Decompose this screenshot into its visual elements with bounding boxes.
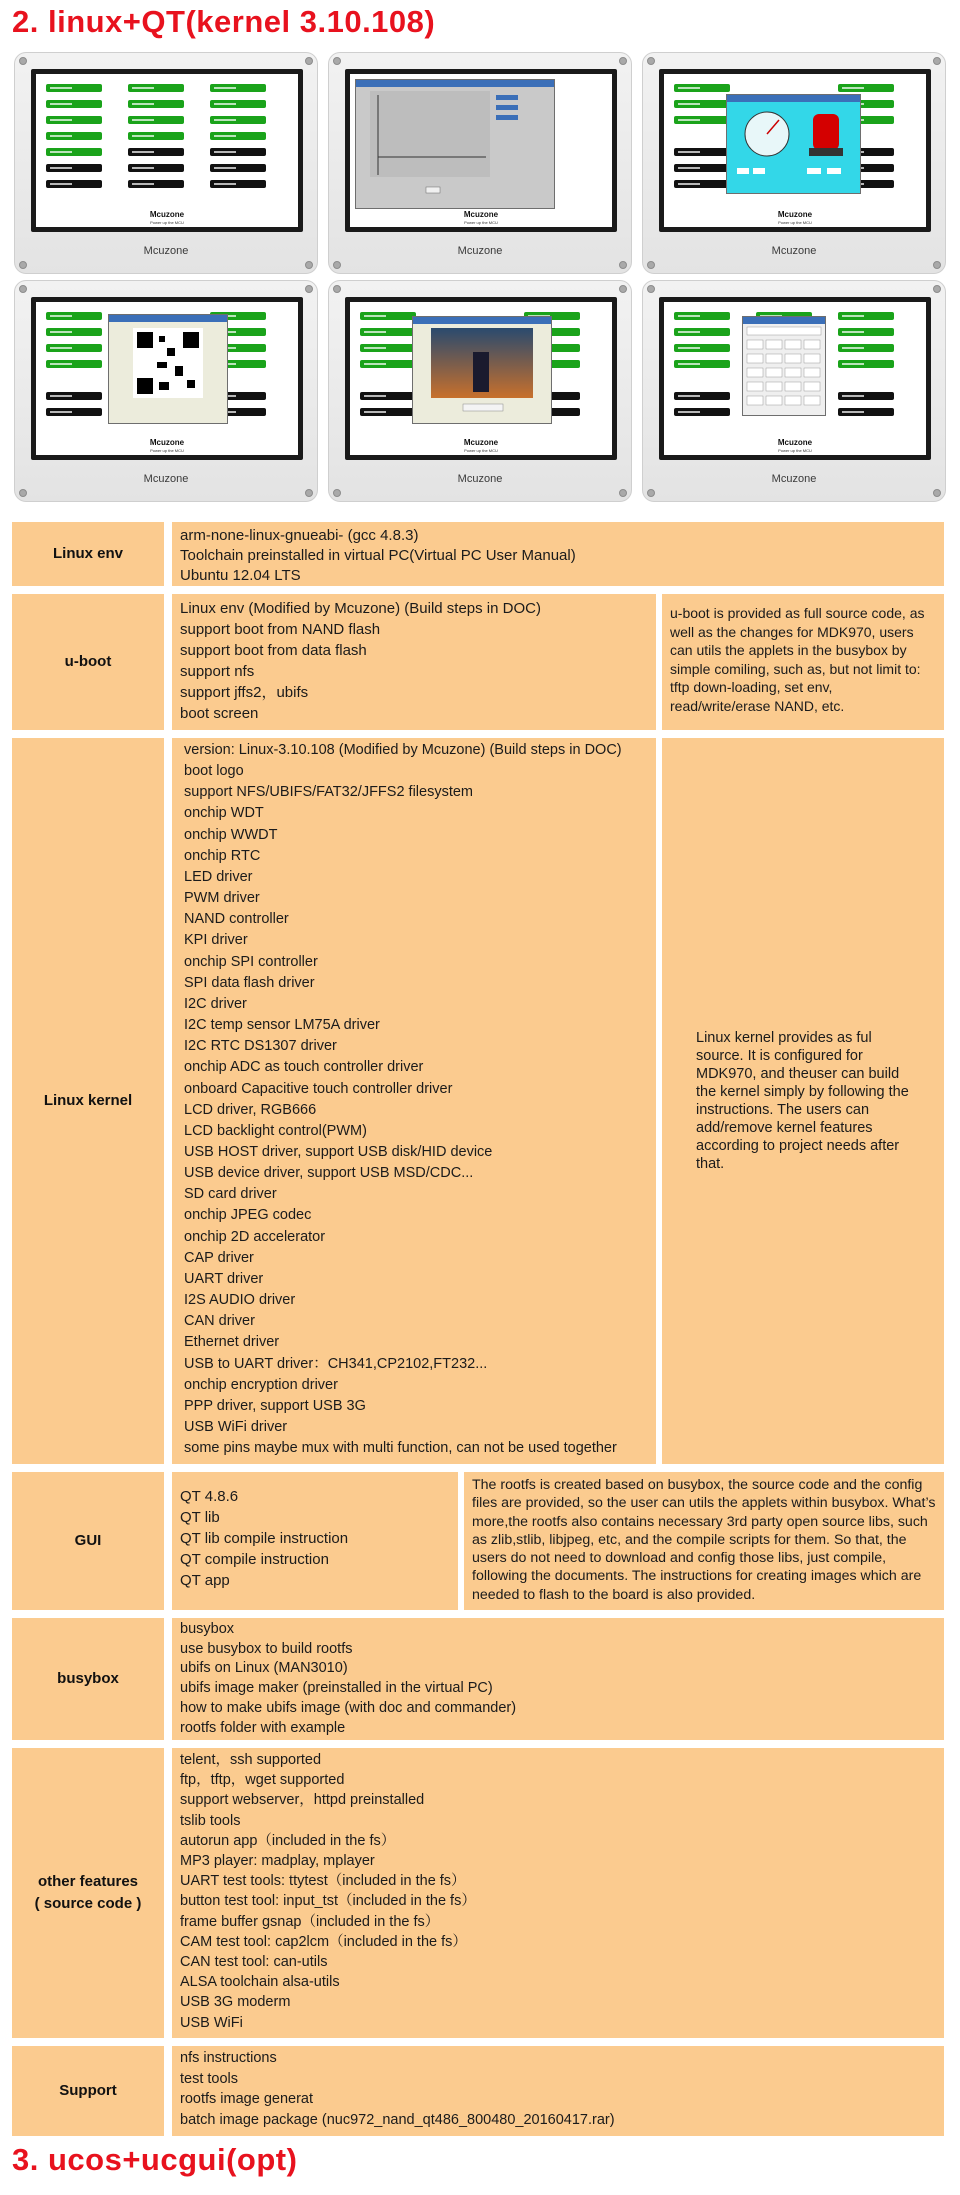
list-item: CAN driver (184, 1313, 255, 1330)
device-brand-label: Mcuzone (457, 245, 503, 257)
list-item: onboard Capacitive touch controller driver (184, 1080, 453, 1097)
list-item: boot screen (180, 705, 259, 722)
list-item: some pins maybe mux with multi function, can not be used together (184, 1440, 617, 1457)
lcd-screen: Mcuzone Power up the MCU (350, 302, 612, 455)
list-item: USB 3G moderm (180, 1994, 291, 2011)
uboot-note: u-boot is provided as full source code, as well as the changes for MDK970, users can utils the applets in the busybox by simple comiling, such as, but not limit to: tftp down-loading, set env, read/write/erase NAND, etc. (662, 594, 944, 730)
list-item: use busybox to build rootfs (180, 1640, 353, 1657)
row-header-support: Support (12, 2046, 164, 2136)
row-header-gui: GUI (12, 1472, 164, 1610)
list-item: LCD backlight control(PWM) (184, 1122, 367, 1139)
list-item: CAP driver (184, 1249, 254, 1266)
lcd-screen: Mcuzone Power up the MCU (664, 74, 926, 227)
support-content (172, 2046, 944, 2136)
list-item: ubifs on Linux (MAN3010) (180, 1660, 348, 1677)
device-brand-label: Mcuzone (771, 473, 817, 485)
list-item: frame buffer gsnap（included in the fs） (180, 1913, 440, 1930)
list-item: I2C driver (184, 995, 247, 1012)
list-item: ftp，tftp，wget supported (180, 1772, 345, 1789)
busybox-content (172, 1618, 944, 1740)
lcd-screen: Mcuzone Power up the MCU (36, 302, 298, 455)
list-item: Linux env (Modified by Mcuzone) (Build steps in DOC) (180, 600, 541, 617)
list-item: USB device driver, support USB MSD/CDC... (184, 1165, 474, 1182)
list-item: onchip encryption driver (184, 1376, 338, 1393)
list-item: boot logo (184, 763, 244, 780)
device-photo-dashboard (642, 52, 946, 274)
list-item: PWM driver (184, 890, 260, 907)
list-item: QT app (180, 1572, 230, 1589)
gui-content (172, 1472, 458, 1610)
list-item: onchip SPI controller (184, 953, 318, 970)
list-item: support boot from data flash (180, 642, 367, 659)
device-photo-plot (328, 52, 632, 274)
list-item: test tools (180, 2070, 239, 2087)
gui-note: The rootfs is created based on busybox, the source code and the config files are provided, so the user can utils the applets within busybox. What’s more,the rootfs also contains necessary 3rd party open source libs, such as zlib,stlib, libjpeg, etc, and the compile scripts for them. So that, the users do not need to download and config those libs, just compile, following the documents. The instructions for creating images which are needed to flash to the board is also provided. (464, 1472, 944, 1610)
uboot-content (172, 594, 656, 730)
qrcode-image (109, 322, 227, 422)
list-item: CAN test tool: can-utils (180, 1954, 328, 1971)
list-item: QT compile instruction (180, 1551, 329, 1568)
list-item: how to make ubifs image (with doc and commander) (180, 1699, 517, 1716)
list-item: USB WiFi driver (184, 1419, 288, 1435)
list-item: ubifs image maker (preinstalled in the virtual PC) (180, 1680, 493, 1697)
lcd-screen: Mcuzone Power up the MCU (664, 302, 926, 455)
list-item: I2S AUDIO driver (184, 1292, 296, 1309)
list-item: support nfs (180, 663, 255, 680)
list-item: busybox (180, 1621, 235, 1637)
device-brand-label: Mcuzone (143, 473, 189, 485)
list-item: QT lib (180, 1509, 220, 1526)
list-item: button test tool: input_tst（included in the fs） (180, 1893, 476, 1910)
list-item: USB HOST driver, support USB disk/HID device (184, 1143, 493, 1160)
linux-env-content (172, 522, 944, 586)
device-photo-calculator (642, 280, 946, 502)
device-photo-qrcode (14, 280, 318, 502)
list-item: ALSA toolchain alsa-utils (180, 1974, 340, 1991)
qrcode-window (108, 314, 228, 424)
device-brand-label: Mcuzone (143, 245, 189, 257)
device-photo-image-viewer (328, 280, 632, 502)
list-item: LCD driver, RGB666 (184, 1101, 317, 1118)
plot-window (355, 79, 555, 209)
calculator-window (742, 316, 826, 416)
list-item: UART driver (184, 1270, 264, 1287)
list-item: UART test tools: ttytest（included in the fs） (180, 1873, 466, 1890)
list-item: autorun app（included in the fs） (180, 1832, 396, 1849)
list-item: USB WiFi (180, 2014, 243, 2031)
calculator-keypad (743, 324, 825, 416)
lcd-screen: Mcuzone Power up the MCU (36, 74, 298, 227)
section-heading-linux-qt: 2. linux+QT(kernel 3.10.108) (12, 4, 436, 39)
list-item: support webserver，httpd preinstalled (180, 1792, 425, 1809)
list-item: Ubuntu 12.04 LTS (180, 567, 301, 584)
row-header-other-features: other features ( source code ) (12, 1748, 164, 2038)
row-header-linux-env: Linux env (12, 522, 164, 586)
list-item: USB to UART driver：CH341,CP2102,FT232... (184, 1355, 488, 1372)
list-item: NAND controller (184, 911, 289, 928)
list-item: MP3 player: madplay, mplayer (180, 1853, 375, 1870)
list-item: telent，ssh supported (180, 1752, 322, 1768)
list-item: onchip WWDT (184, 826, 278, 843)
row-header-busybox: busybox (12, 1618, 164, 1740)
list-item: support boot from NAND flash (180, 621, 381, 638)
list-item: support NFS/UBIFS/FAT32/JFFS2 filesystem (184, 784, 474, 801)
list-item: onchip JPEG codec (184, 1207, 312, 1224)
list-item: SPI data flash driver (184, 974, 315, 991)
poster-image (413, 324, 551, 422)
plot-graph (356, 87, 554, 207)
list-item: Ethernet driver (184, 1334, 280, 1351)
device-brand-label: Mcuzone (457, 473, 503, 485)
list-item: I2C RTC DS1307 driver (184, 1038, 337, 1055)
kernel-note: Linux kernel provides as ful source. It is configured for MDK970, and theuser can build the kernel simply by following the instructions. The users can add/remove kernel features according to project needs after that. (662, 738, 944, 1464)
list-item: onchip ADC as touch controller driver (184, 1059, 424, 1076)
device-photo-menu (14, 52, 318, 274)
list-item: SD card driver (184, 1186, 277, 1203)
other-features-content (172, 1748, 944, 2038)
list-item: QT 4.8.6 (180, 1488, 239, 1505)
list-item: onchip 2D accelerator (184, 1228, 326, 1245)
list-item: arm-none-linux-gnueabi- (gcc 4.8.3) (180, 527, 419, 544)
list-item: PPP driver, support USB 3G (184, 1397, 366, 1414)
kernel-content (172, 738, 656, 1464)
row-header-linux-kernel: Linux kernel (12, 738, 164, 1464)
list-item: CAM test tool: cap2lcm（included in the fs） (180, 1933, 467, 1950)
list-item: Toolchain preinstalled in virtual PC(Virtual PC User Manual) (180, 547, 576, 564)
lcd-logo: Mcuzone (149, 210, 185, 219)
row-header-uboot: u-boot (12, 594, 164, 730)
list-item: batch image package (nuc972_nand_qt486_800480_20160417.rar) (180, 2111, 615, 2128)
list-item: QT lib compile instruction (180, 1530, 349, 1547)
lcd-screen: Mcuzone Power up the MCU (350, 74, 612, 227)
list-item: LED driver (184, 868, 253, 885)
list-item: tslib tools (180, 1812, 241, 1829)
list-item: rootfs image generat (180, 2091, 313, 2107)
list-item: version: Linux-3.10.108 (Modified by Mcuzone) (Build steps in DOC) (184, 742, 622, 758)
list-item: KPI driver (184, 932, 248, 949)
list-item: onchip RTC (184, 847, 261, 864)
image-viewer-window (412, 316, 552, 424)
list-item: I2C temp sensor LM75A driver (184, 1017, 380, 1034)
device-brand-label: Mcuzone (771, 245, 817, 257)
list-item: nfs instructions (180, 2050, 277, 2066)
list-item: onchip WDT (184, 805, 264, 822)
list-item: support jffs2，ubifs (180, 684, 309, 701)
list-item: rootfs folder with example (180, 1719, 346, 1736)
gauge-window (726, 94, 861, 194)
gauge-and-alarm-light (727, 102, 860, 194)
section-heading-ucos-ucgui: 3. ucos+ucgui(opt) (12, 2142, 298, 2177)
